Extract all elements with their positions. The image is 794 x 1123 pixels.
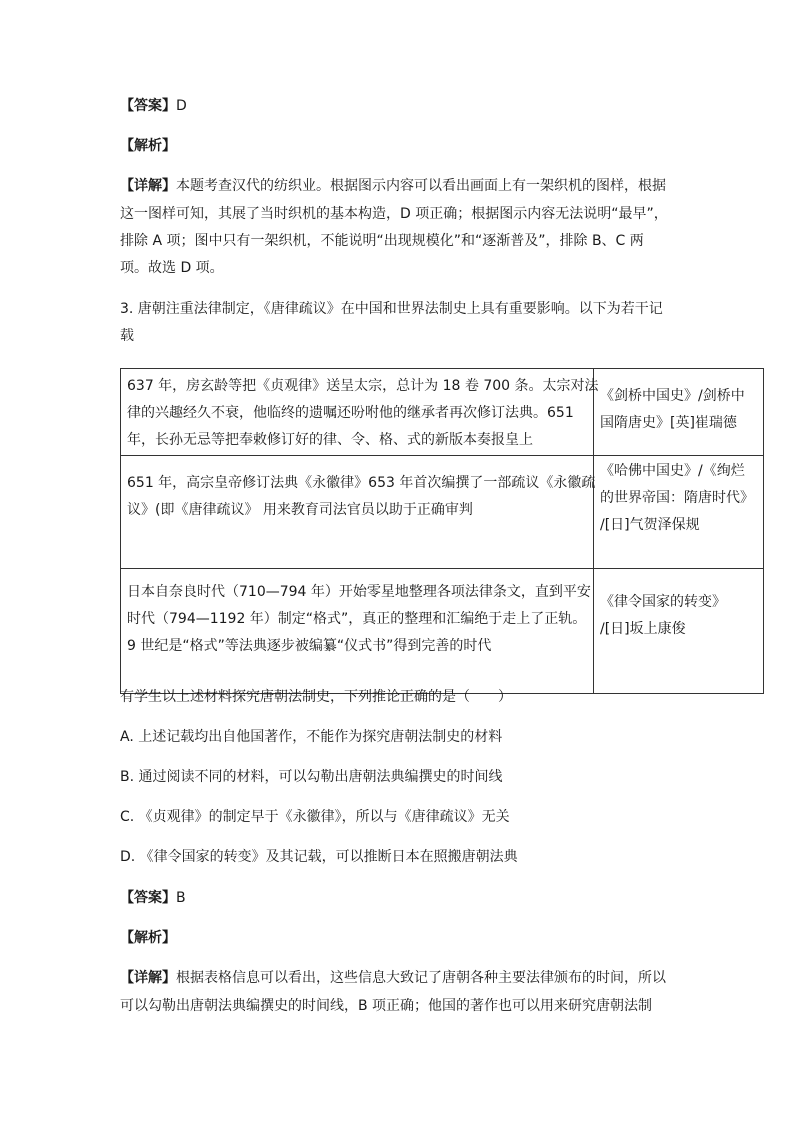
option-d: D. 《律令国家的转变》及其记载，可以推断日本在照搬唐朝法典: [120, 849, 518, 865]
record-text: 年，长孙无忌等把奉敕修订好的律、令、格、式的新版本奏报皇上: [127, 432, 533, 448]
q2-detail-line-1: [120, 176, 666, 196]
source-text: /[日]气贺泽保规: [600, 517, 700, 533]
q3-detail-tag: 【详解】: [120, 970, 176, 986]
q3-stem-line-2: 载: [120, 328, 134, 344]
q3-answer-value: B: [176, 890, 186, 906]
table-row: [121, 369, 764, 456]
record-cell: [121, 569, 594, 694]
q2-detail-line-3: 排除 A 项；图中只有一架织机，不能说明“出现规模化”和“逐渐普及”，排除 B、C 两: [120, 233, 644, 249]
record-text: 651 年，高宗皇帝修订法典《永徽律》653 年首次编撰了一部疏议《永徽疏: [127, 475, 596, 491]
q3-stem-line-1: 3. 唐朝注重法律制定，《唐律疏议》在中国和世界法制史上具有重要影响。以下为若干记: [120, 301, 663, 317]
record-cell: [121, 369, 599, 456]
records-table: [120, 368, 764, 694]
q3-answer: [120, 888, 186, 908]
q2-answer-tag: 【答案】: [120, 98, 176, 114]
source-cell: [594, 369, 764, 456]
source-text: /[日]坂上康俊: [600, 621, 686, 637]
q2-analysis-title: 【解析】: [120, 138, 176, 154]
option-c: C. 《贞观律》的制定早于《永徽律》，所以与《唐律疏议》无关: [120, 809, 510, 825]
q3-question: 有学生以上述材料探究唐朝法制史，下列推论正确的是（ ）: [120, 689, 512, 705]
record-cell: [121, 456, 594, 569]
q3-detail-text-1: 根据表格信息可以看出，这些信息大致记了唐朝各种主要法律颁布的时间，所以: [176, 970, 666, 986]
q3-detail-line-1: [120, 968, 666, 988]
source-text: 《律令国家的转变》: [600, 594, 726, 610]
source-text: 的世界帝国：隋唐时代》: [600, 490, 754, 506]
option-a: A. 上述记载均出自他国著作，不能作为探究唐朝法制史的材料: [120, 729, 503, 745]
q2-detail-tag: 【详解】: [120, 178, 176, 194]
q2-detail-text-1: 本题考查汉代的纺织业。根据图示内容可以看出画面上有一架织机的图样，根据: [176, 178, 666, 194]
record-text: 律的兴趣经久不衰，他临终的遗嘱还吩咐他的继承者再次修订法典。651: [127, 405, 574, 421]
record-text: 637 年，房玄龄等把《贞观律》送呈太宗，总计为 18 卷 700 条。太宗对法: [127, 378, 599, 394]
q2-answer-value: D: [176, 98, 187, 114]
q3-detail-line-2: 可以勾勒出唐朝法典编撰史的时间线，B 项正确；他国的著作也可以用来研究唐朝法制: [120, 998, 653, 1014]
source-cell: [594, 456, 764, 569]
record-text: 时代（794—1192 年）制定“格式”，真正的整理和汇编绝于走上了正轨。: [127, 611, 587, 627]
record-text: 日本自奈良时代（710—794 年）开始零星地整理各项法律条文，直到平安: [127, 584, 591, 600]
option-b: B. 通过阅读不同的材料，可以勾勒出唐朝法典编撰史的时间线: [120, 769, 503, 785]
record-text: 9 世纪是“格式”等法典逐步被编纂“仪式书”得到完善的时代: [127, 638, 492, 654]
q3-answer-tag: 【答案】: [120, 890, 176, 906]
table-row: [121, 456, 764, 569]
table-row: [121, 569, 764, 694]
source-text: 国隋唐史》[英]崔瑞德: [600, 415, 737, 431]
q2-detail-line-2: 这一图样可知，其展了当时织机的基本构造，D 项正确；根据图示内容无法说明“最早”，: [120, 206, 668, 222]
q2-detail-line-4: 项。故选 D 项。: [120, 260, 224, 276]
source-text: 《剑桥中国史》/剑桥中: [600, 388, 745, 404]
q2-answer: [120, 96, 187, 116]
q3-analysis-title: 【解析】: [120, 930, 176, 946]
source-text: 《哈佛中国史》/《绚烂: [600, 463, 745, 479]
record-text: 议》(即《唐律疏议》 用来教育司法官员以助于正确审判: [127, 502, 473, 518]
source-cell: [594, 569, 764, 694]
